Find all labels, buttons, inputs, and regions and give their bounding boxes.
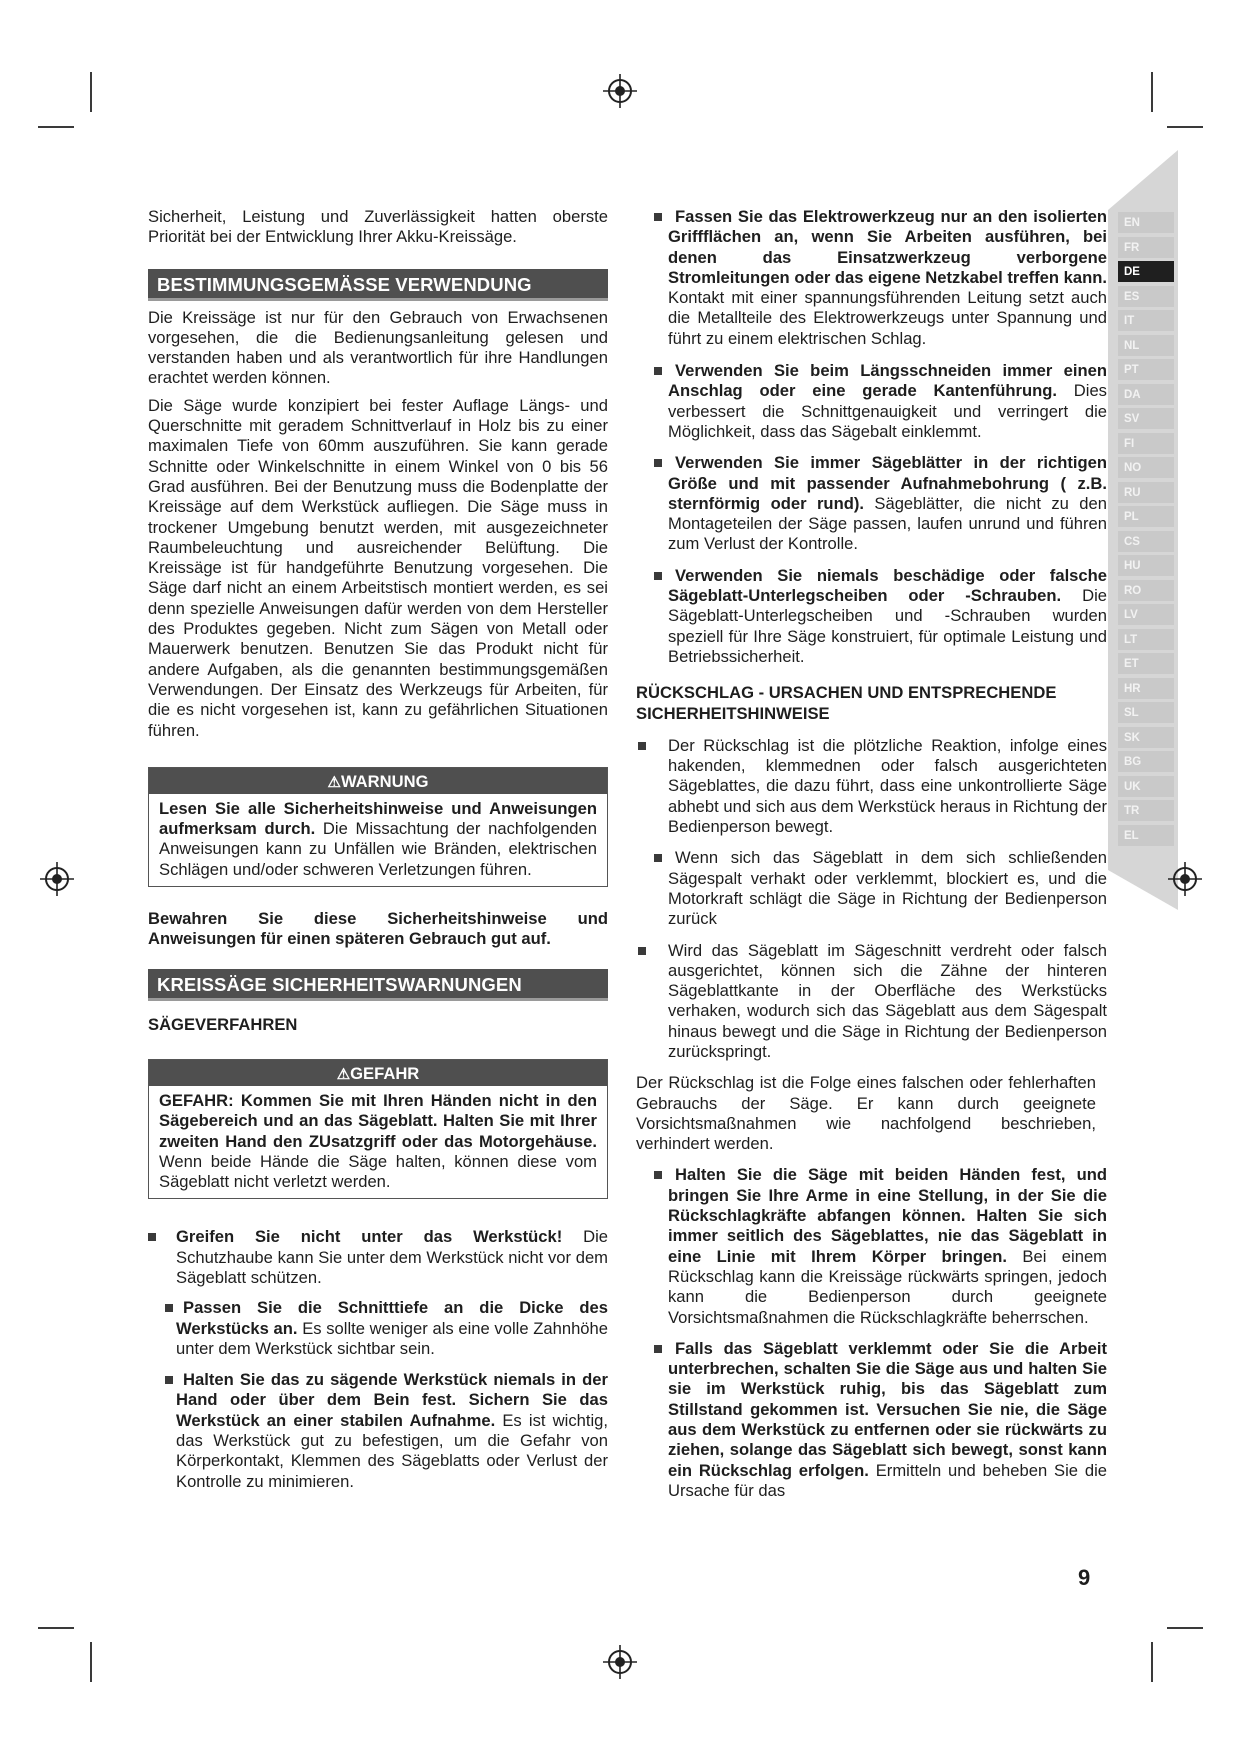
list-item (636, 566, 1107, 667)
bullet-square-icon (654, 572, 662, 580)
warning-box (148, 767, 608, 887)
bullet-bold-text: Fassen Sie das Elektrowerkzeug nur an den isolierten Griffflächen an, wenn Sie Arbeiten ausführen, bei denen das Einsatzwerkzeug verborgene Stromleitungen oder das eigene Netzkabel treffen kann. (668, 207, 1107, 287)
intended-use-paragraph-2: Die Säge wurde konzipiert bei fester Auflage Längs- und Querschnitte mit geradem Schnittverlauf in Holz bis zu einer maximalen Tiefe von 60mm auszuführen. Sie kann gerade Schnitte oder Winkelschnitte in einem Winkel von 0 bis 56 Grad ausführen. Bei der Benutzung muss die Bodenplatte der Kreissäge auf dem Werkstück aufliegen. Die Säge muss in trockener Umgebung benutzt werden, mit ausgezeichneter Raumbeleuchtung und ausreichender Belüftung. Die Kreissäge ist für handgeführte Benutzung vorgesehen. Die Säge darf nicht an einem Arbeitstisch montiert werden, es sei denn spezielle Anweisungen dafür werden von dem Hersteller des Produktes gegeben. Nicht zum Sägen von Metall oder Mauerwerk benutzen. Benutzen Sie das Produkt nicht für andere Aufgaben, als die genannten bestimmungsgemäßen Verwendungen. Der Einsatz des Werkzeugs für Arbeiten, für die es nicht vorgesehen ist, kann zu gefährlichen Situationen führen. (148, 395, 608, 740)
bullet-text: Sägeblätter, die nicht zu den Montageteilen der Säge passen, laufen unrund und führen zum Verlust der Kontrolle. (668, 493, 1107, 554)
list-item (636, 941, 1107, 1063)
language-tab-nl: NL (1118, 335, 1174, 356)
language-tab-sl: SL (1118, 702, 1174, 723)
bullet-bold-text: Falls das Sägeblatt verklemmt oder Sie die Arbeit unterbrechen, schalten Sie die Säge aus und halten Sie sie im Werkstück ruhig, bis das Sägeblatt zum Stillstand gekommen ist. Versuchen Sie nie, die Säge aus dem Werkstück zu entfernen oder sie rückwärts zu ziehen, solange das Sägeblatt sich bewegt, sonst kann ein Rückschlag erfolgen. (668, 1338, 1107, 1480)
bullet-text: Es ist wichtig, das Werkstück gut zu befestigen, um die Gefahr von Körperkontakt, Klemmen des Sägeblatts oder Verlust der Kontrolle zu minimieren. (176, 1410, 609, 1491)
language-tabs (1118, 212, 1174, 849)
list-item (148, 1227, 608, 1288)
bullet-square-icon (638, 947, 646, 955)
language-tab-ro: RO (1118, 580, 1174, 601)
bullet-bold-text: Verwenden Sie niemals beschädige oder falsche Sägeblatt-Unterlegscheiben oder -Schrauben. (668, 565, 1107, 606)
registration-mark-icon (603, 1645, 637, 1679)
registration-mark-icon (40, 862, 74, 896)
language-tab-it: IT (1118, 310, 1174, 331)
language-tab-hu: HU (1118, 555, 1174, 576)
language-tab-es: ES (1118, 286, 1174, 307)
warning-bold-text: Lesen Sie alle Sicherheitshinweise und Anweisungen aufmerksam durch. (159, 798, 597, 839)
danger-box-body (149, 1086, 607, 1198)
bullet-text: Die Schutzhaube kann Sie unter dem Werkstück nicht vor dem Sägeblatt schützen. (176, 1227, 609, 1287)
bullet-text: Wird das Sägeblatt im Sägeschnitt verdreht oder falsch ausgerichtet, können sich die Zähne der hinteren Sägeblattkante in der Oberfläche des Werkstücks verhaken, wodurch sich das Sägeblatt aus dem Sägespalt hinaus bewegt und die Säge in Richtung der Bedienperson zurückspringt. (668, 940, 1107, 1061)
list-item (636, 361, 1107, 442)
crop-mark (1167, 1627, 1203, 1629)
bullet-square-icon (654, 1171, 662, 1179)
bullet-square-icon (654, 1345, 662, 1353)
danger-box-header (149, 1060, 607, 1086)
bullet-bold-text: Verwenden Sie immer Sägeblätter in der richtigen Größe und mit passender Aufnahmebohrung ( z.B. sternförmig oder rund). (668, 453, 1107, 513)
warning-box-body (149, 794, 607, 886)
crop-mark (38, 1627, 74, 1629)
bullet-square-icon (654, 213, 662, 221)
language-tab-uk: UK (1118, 776, 1174, 797)
language-tab-el: EL (1118, 825, 1174, 846)
warning-box-header (149, 768, 607, 794)
crop-mark (90, 72, 92, 112)
crop-mark (90, 1642, 92, 1682)
language-tab-bg: BG (1118, 751, 1174, 772)
kickback-header: RÜCKSCHLAG - URSACHEN UND ENTSPRECHENDE SICHERHEITSHINWEISE (636, 683, 1057, 723)
bullet-text: Ermitteln und beheben Sie die Ursache für das (668, 1460, 1107, 1500)
bullet-text: Es sollte weniger als eine volle Zahnhöhe unter dem Werkstück sichtbar sein. (176, 1318, 608, 1358)
language-tab-de: DE (1118, 261, 1174, 282)
language-tab-sv: SV (1118, 408, 1174, 429)
language-tab-cs: CS (1118, 531, 1174, 552)
intro-paragraph: Sicherheit, Leistung und Zuverlässigkeit hatten oberste Priorität bei der Entwicklung Ihrer Akku-Kreissäge. (148, 207, 608, 247)
crop-mark (38, 126, 74, 128)
bullet-text: Wenn sich das Sägeblatt in dem sich schließenden Sägespalt verhakt oder verklemmt, blockiert es, und die Motorkraft schlägt die Säge in Richtung der Bedienperson zurück (668, 848, 1107, 929)
list-item (636, 453, 1107, 554)
keep-instructions: Bewahren Sie diese Sicherheitshinweise und Anweisungen für einen späteren Gebrauch gut auf. (148, 909, 608, 949)
bullet-bold-text: Halten Sie das zu sägende Werkstück niemals in der Hand oder über dem Bein fest. Sichern Sie das Werkstück an einer stabilen Aufnahme. (176, 1370, 608, 1430)
language-tab-fr: FR (1118, 237, 1174, 258)
list-item (148, 1298, 608, 1359)
language-tab-et: ET (1118, 653, 1174, 674)
danger-title: GEFAHR (350, 1063, 420, 1083)
right-column (636, 207, 1107, 1501)
section-header-saw-warnings: KREISSÄGE SICHERHEITSWARNUNGEN (148, 969, 608, 1001)
page-number: 9 (1078, 1565, 1091, 1590)
bullet-bold-text: Passen Sie die Schnitttiefe an die Dicke des Werkstücks an. (176, 1298, 608, 1338)
list-item (636, 207, 1107, 349)
list-item (636, 1165, 1107, 1327)
language-tab-sk: SK (1118, 727, 1174, 748)
danger-bold-text: GEFAHR: Kommen Sie mit Ihren Händen nicht in den Sägebereich und an das Sägeblatt. Halten Sie mit Ihrer zweiten Hand den ZUsatzgriff oder das Motorgehäuse. (159, 1090, 597, 1151)
warning-title: WARNUNG (340, 771, 429, 791)
crop-mark (1167, 126, 1203, 128)
list-item (636, 848, 1107, 929)
danger-icon: ⚠ (336, 1065, 351, 1083)
bullet-bold-text: Verwenden Sie beim Längsschneiden immer einen Anschlag oder eine gerade Kantenführung. (668, 361, 1107, 401)
language-tab-no: NO (1118, 457, 1174, 478)
bullet-text: Bei einem Rückschlag kann die Kreissäge rückwärts springen, jedoch kann die Bedienperson durch geeignete Vorsichtsmaßnahmen die Rückschlagkräfte beherrschen. (668, 1246, 1107, 1327)
crop-mark (1151, 1642, 1153, 1682)
bullet-square-icon (654, 854, 662, 862)
bullet-square-icon (165, 1376, 173, 1384)
registration-mark-icon (603, 74, 637, 108)
language-tab-en: EN (1118, 212, 1174, 233)
bullet-text: Dies verbessert die Schnittgenauigkeit und verringert die Möglichkeit, dass das Sägebalt einklemmt. (668, 381, 1107, 441)
language-tab-pt: PT (1118, 359, 1174, 380)
warning-icon: ⚠ (327, 773, 341, 791)
language-tab-ru: RU (1118, 482, 1174, 503)
bullet-square-icon (638, 742, 646, 750)
section-header-intended-use: BESTIMMUNGSGEMÄSSE VERWENDUNG (148, 269, 608, 301)
danger-text: Wenn beide Hände die Säge halten, können diese vom Sägeblatt nicht verletzt werden. (159, 1151, 597, 1192)
bullet-bold-text: Greifen Sie nicht unter das Werkstück! (176, 1227, 563, 1247)
bullet-square-icon (654, 459, 662, 467)
list-item (636, 736, 1107, 837)
bullet-bold-text: Halten Sie die Säge mit beiden Händen fest, und bringen Sie Ihre Arme in eine Stellung, in der Sie die Rückschlagkräfte abfangen können. Halten Sie sich immer seitlich des Sägeblattes, nie das Sägeblatt in eine Linie mit Ihrem Körper bringen. (668, 1165, 1107, 1266)
bullet-square-icon (654, 367, 662, 375)
bullet-text: Die Sägeblatt-Unterlegscheiben und -Schrauben wurden speziell für Ihre Säge konstruiert, für optimale Leistung und Betriebssicherheit. (668, 586, 1107, 666)
bullet-text: Der Rückschlag ist die plötzliche Reaktion, infolge eines hakenden, klemmednen oder falsch ausgerichteten Sägeblattes, die dazu führt, dass eine unkontrollierte Säge abhebt und sich aus dem Werkstück heraus in Richtung der Bedienperson bewegt. (668, 735, 1107, 837)
language-tab-lv: LV (1118, 604, 1174, 625)
danger-box (148, 1059, 608, 1199)
left-column (148, 207, 608, 1492)
subheader-saw-procedures: SÄGEVERFAHREN (148, 1014, 298, 1034)
bullet-text: Kontakt mit einer spannungsführenden Leitung setzt auch die Metallteile des Elektrowerkzeugs unter Spannung und führt zu einem elektrischen Schlag. (668, 288, 1107, 348)
crop-mark (1151, 72, 1153, 112)
language-tab-tr: TR (1118, 800, 1174, 821)
language-tab-pl: PL (1118, 506, 1174, 527)
kickback-paragraph: Der Rückschlag ist die Folge eines falschen oder fehlerhaften Gebrauchs der Säge. Er kann durch geeignete Vorsichtsmaßnahmen wie nachfolgend beschrieben, verhindert werden. (636, 1073, 1096, 1154)
list-item (636, 1339, 1107, 1501)
bullet-square-icon (165, 1304, 173, 1312)
list-item (148, 1370, 608, 1492)
language-tab-fi: FI (1118, 433, 1174, 454)
registration-mark-icon (1168, 862, 1202, 896)
intended-use-paragraph-1: Die Kreissäge ist nur für den Gebrauch von Erwachsenen vorgesehen, die die Bedienungsanleitung gelesen und verstanden haben und als verantwortlich für ihre Handlungen erachtet werden können. (148, 307, 608, 388)
language-tab-da: DA (1118, 384, 1174, 405)
bullet-square-icon (148, 1233, 156, 1241)
warning-text: Die Missachtung der nachfolgenden Anweisungen kann zu Unfällen wie Bränden, elektrischen Schlägen und/oder schweren Verletzungen führen. (159, 819, 597, 879)
language-tab-lt: LT (1118, 629, 1174, 650)
language-tab-hr: HR (1118, 678, 1174, 699)
